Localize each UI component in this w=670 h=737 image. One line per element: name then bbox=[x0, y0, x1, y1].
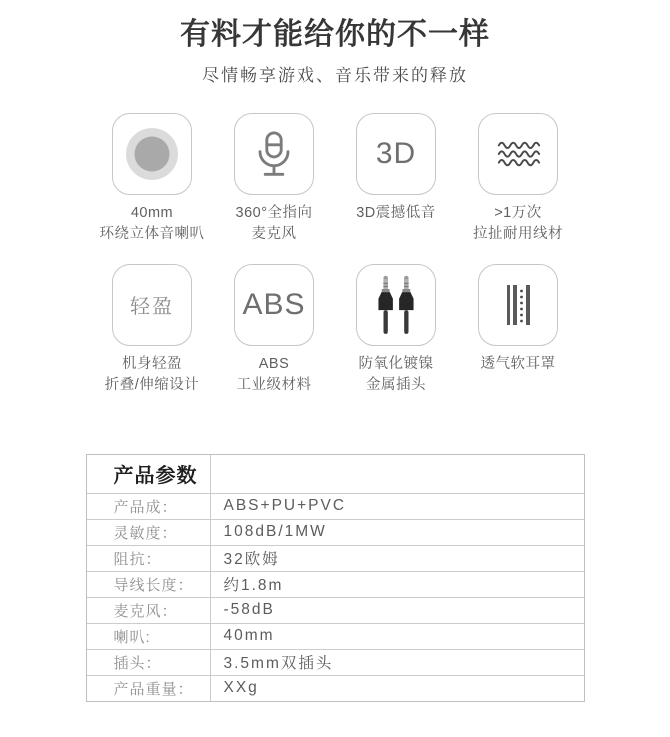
feature-breathable-earmuff bbox=[457, 264, 579, 398]
spec-row-microphone bbox=[87, 597, 584, 623]
feature-caption: 40mm 环绕立体音喇叭 bbox=[99, 204, 205, 242]
feature-caption: ABS 工业级材料 bbox=[236, 355, 312, 393]
3d-icon-text: 3D bbox=[375, 136, 417, 170]
spec-value: 约1.8m bbox=[223, 577, 284, 594]
feature-caption: 360°全指向 麦克风 bbox=[235, 204, 313, 242]
page-title: 有料才能给你的不一样 bbox=[180, 18, 490, 51]
spec-label: 插头： bbox=[87, 650, 211, 675]
spec-row-speaker bbox=[87, 623, 584, 649]
spec-value: ABS+PU+PVC bbox=[223, 497, 347, 514]
spec-label: 灵敏度： bbox=[87, 520, 211, 545]
feature-caption: 防氧化镀镍 金属插头 bbox=[358, 355, 434, 393]
speaker-driver-icon bbox=[112, 113, 192, 195]
spec-label: 麦克风： bbox=[87, 598, 211, 623]
spec-row-cable-length bbox=[87, 571, 584, 597]
feature-lightweight bbox=[91, 264, 213, 398]
abs-icon-text: ABS bbox=[242, 287, 306, 321]
durable-cable-waves-icon bbox=[478, 113, 558, 195]
feature-caption: 机身轻盈 折叠/伸缩设计 bbox=[104, 355, 200, 393]
feature-abs-material bbox=[213, 264, 335, 398]
feature-caption: 3D震撼低音 bbox=[356, 204, 436, 221]
spec-value: 32欧姆 bbox=[223, 551, 280, 568]
spec-value: 108dB/1MW bbox=[223, 523, 327, 540]
spec-row-weight bbox=[87, 675, 584, 701]
lightweight-icon-text: 轻盈 bbox=[130, 296, 174, 318]
hero-header bbox=[0, 0, 670, 86]
abs-material-text-icon bbox=[234, 264, 314, 346]
spec-label: 产品重量： bbox=[87, 676, 211, 701]
spec-row-material bbox=[87, 493, 584, 519]
spec-label: 产品成： bbox=[87, 494, 211, 519]
spec-value: -58dB bbox=[223, 601, 275, 618]
breathable-mesh-icon bbox=[478, 264, 558, 346]
lightweight-text-icon bbox=[112, 264, 192, 346]
spec-value: 3.5mm双插头 bbox=[223, 655, 334, 672]
spec-label: 导线长度： bbox=[87, 572, 211, 597]
microphone-icon bbox=[234, 113, 314, 195]
spec-label: 阻抗： bbox=[87, 546, 211, 571]
feature-durable-cable bbox=[457, 113, 579, 247]
spec-label: 喇叭: bbox=[87, 624, 211, 649]
spec-table bbox=[86, 454, 585, 702]
audio-plugs-icon bbox=[356, 264, 436, 346]
spec-table-title: 产品参数 bbox=[87, 455, 211, 493]
spec-table-header-spacer bbox=[211, 455, 584, 493]
3d-bass-icon bbox=[356, 113, 436, 195]
spec-value: XXg bbox=[223, 679, 259, 696]
spec-row-sensitivity bbox=[87, 519, 584, 545]
feature-speaker bbox=[91, 113, 213, 247]
feature-3d-bass bbox=[335, 113, 457, 247]
feature-microphone bbox=[213, 113, 335, 247]
feature-grid bbox=[91, 113, 579, 398]
feature-caption: >1万次 拉扯耐用线材 bbox=[473, 204, 563, 242]
spec-row-plug bbox=[87, 649, 584, 675]
page-subtitle: 尽情畅享游戏、音乐带来的释放 bbox=[202, 65, 468, 85]
feature-metal-plugs bbox=[335, 264, 457, 398]
spec-value: 40mm bbox=[223, 627, 275, 644]
spec-table-header bbox=[87, 455, 584, 493]
feature-caption: 透气软耳罩 bbox=[480, 355, 556, 372]
spec-row-impedance bbox=[87, 545, 584, 571]
